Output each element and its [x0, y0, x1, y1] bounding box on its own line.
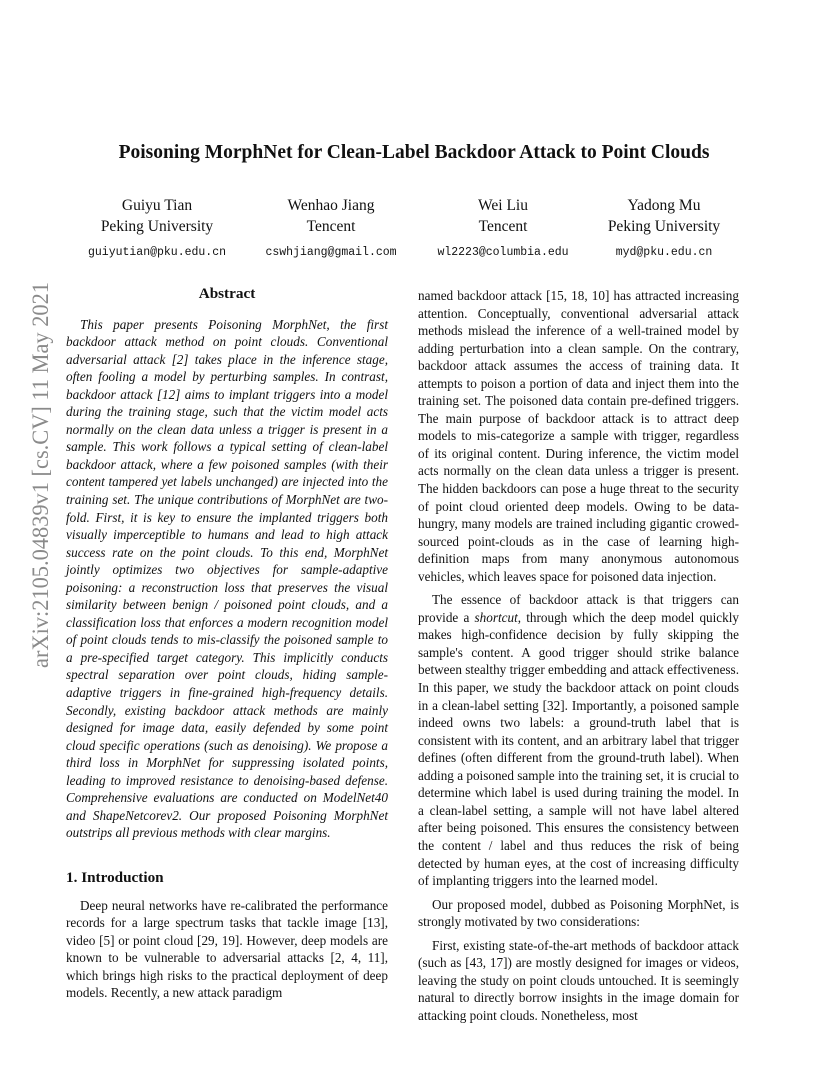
left-column [66, 285, 388, 1002]
introduction-heading: 1. Introduction [66, 868, 164, 886]
right-column [418, 287, 739, 1024]
arxiv-identifier-stamp [18, 280, 58, 670]
introduction-paragraph: Deep neural networks have re-calibrated the performance records for a large spectrum tasks that tackle image [13], video [5] or point cloud [29, 19]. However, deep models are known to be vulnerable to adversarial attacks [2, 4, 11], which brings high risks to the practical deployment of deep models. Recently, a new attack paradigm [66, 897, 388, 1001]
body-paragraph: named backdoor attack [15, 18, 10] has attracted increasing attention. Conceptually, conventional adversarial attack methods mislead the inference of a well-trained model by adding perturbation into a clean sample. On the contrary, backdoor attack assumes the access of training data. It attempts to poison a portion of data and inject them into the training set. The poisoned data contain pre-defined triggers. The main purpose of backdoor attack is to attract deep models to mis-categorize a sample with trigger, regardless of its original content. During inference, the victim model acts normally on the clean data unless a trigger is present. The hidden backdoors can pose a huge threat to the security of point cloud oriented deep models. Owing to be data-hungry, many models are trained including gigantic crowed-sourced point-clouds as in the case of learning high-definition maps from many anonymous autonomous vehicles, which leaves space for poisoned data injection. [418, 288, 739, 584]
author-email: myd@pku.edu.cn [615, 246, 713, 259]
abstract-text: This paper presents Poisoning MorphNet, the first backdoor attack method on point clouds. Conventional adversarial attack [2] takes place in the inference stage, often fooling a model by perturbing samples. In contrast, backdoor attack [12] aims to implant triggers into a model during the training stage, such that the victim model acts normally on the clean data unless a trigger is present in a sample. This work follows a typical setting of clean-label backdoor attack, where a few poisoned samples (with their content tampered yet labels unchanged) are injected into the training set. The unique contributions of MorphNet are two-fold. First, it is key to ensure the implanted triggers both visually imperceptible to humans and lead to high attack success rate on the point clouds. To this end, MorphNet jointly optimizes two objectives for sample-adaptive poisoning: a reconstruction loss that preserves the visual similarity between benign / poisoned point clouds, and a classification loss that enforces a modern recognition model of point clouds tends to mis-classify the poisoned sample to a pre-specified target category. This implicitly conducts spectral separation over point clouds, hiding sample-adaptive triggers in fine-grained high-frequency details. Secondly, existing backdoor attack methods are mainly designed for image data, easily defended by some point cloud specific operations (such as denoising). We propose a third loss in MorphNet for suppressing isolated points, leading to improved resistance to denoising-based defense. Comprehensive evaluations are conducted on ModelNet40 and ShapeNetcorev2. Our proposed Poisoning MorphNet outstrips all previous methods with clear margins. [66, 316, 388, 841]
author-affiliation: Peking University [607, 218, 721, 235]
paper-title: Poisoning MorphNet for Clean-Label Backdoor Attack to Point Clouds [118, 142, 710, 163]
author-block [413, 195, 593, 263]
author-name: Guiyu Tian [121, 197, 193, 214]
author-name: Wei Liu [478, 197, 528, 214]
body-paragraph [418, 591, 739, 889]
author-affiliation: Peking University [100, 218, 214, 235]
author-block [67, 195, 247, 263]
author-name: Wenhao Jiang [287, 197, 375, 214]
abstract-heading: Abstract [198, 285, 256, 302]
arxiv-stamp-text: arXiv:2105.04839v1 [cs.CV] 11 May 2021 [28, 280, 53, 668]
paragraph-text: , through which the deep model quickly makes high-confidence decision by fully skipping the sample's content. A good trigger should strike balance between stealthy trigger embedding and attack effectiveness. In this paper, we study the backdoor attack on point clouds in a clean-label setting [32]. Importantly, a poisoned sample indeed owns two labels: a ground-truth label that is consistent with its content, and an arbitrary label that trigger defines (often different from the ground-truth label). When adding a poisoned sample into the training set, it is crucial to determine which label is used during training the model. In a clean-label setting, a sample will not have label altered after being poisoned. This ensures the consistency between the content / label and thus reduces the risk of being detected by human eyes, at the cost of increasing difficulty of implanting triggers into the learned model. [418, 609, 739, 889]
body-paragraph: Our proposed model, dubbed as Poisoning MorphNet, is strongly motivated by two considerations: [418, 896, 739, 930]
author-email: guiyutian@pku.edu.cn [87, 246, 227, 259]
paragraph-text: The essence of backdoor attack is that triggers can provide a [418, 592, 739, 625]
arxiv-stamp-svg [18, 280, 58, 670]
author-block [574, 195, 754, 263]
body-paragraph: First, existing state-of-the-art methods of backdoor attack (such as [43, 17]) are mostly designed for images or videos, leaving the study on point clouds untouched. It is seemingly natural to directly borrow insights in the image domain for attacking point clouds. Nonetheless, most [418, 937, 739, 1023]
author-name: Yadong Mu [627, 197, 701, 214]
author-affiliation: Tencent [478, 218, 528, 235]
emphasized-term: shortcut [474, 609, 518, 625]
author-block [241, 195, 421, 263]
author-email: cswhjiang@gmail.com [265, 246, 397, 259]
author-affiliation: Tencent [306, 218, 356, 235]
author-email: wl2223@columbia.edu [437, 246, 569, 259]
